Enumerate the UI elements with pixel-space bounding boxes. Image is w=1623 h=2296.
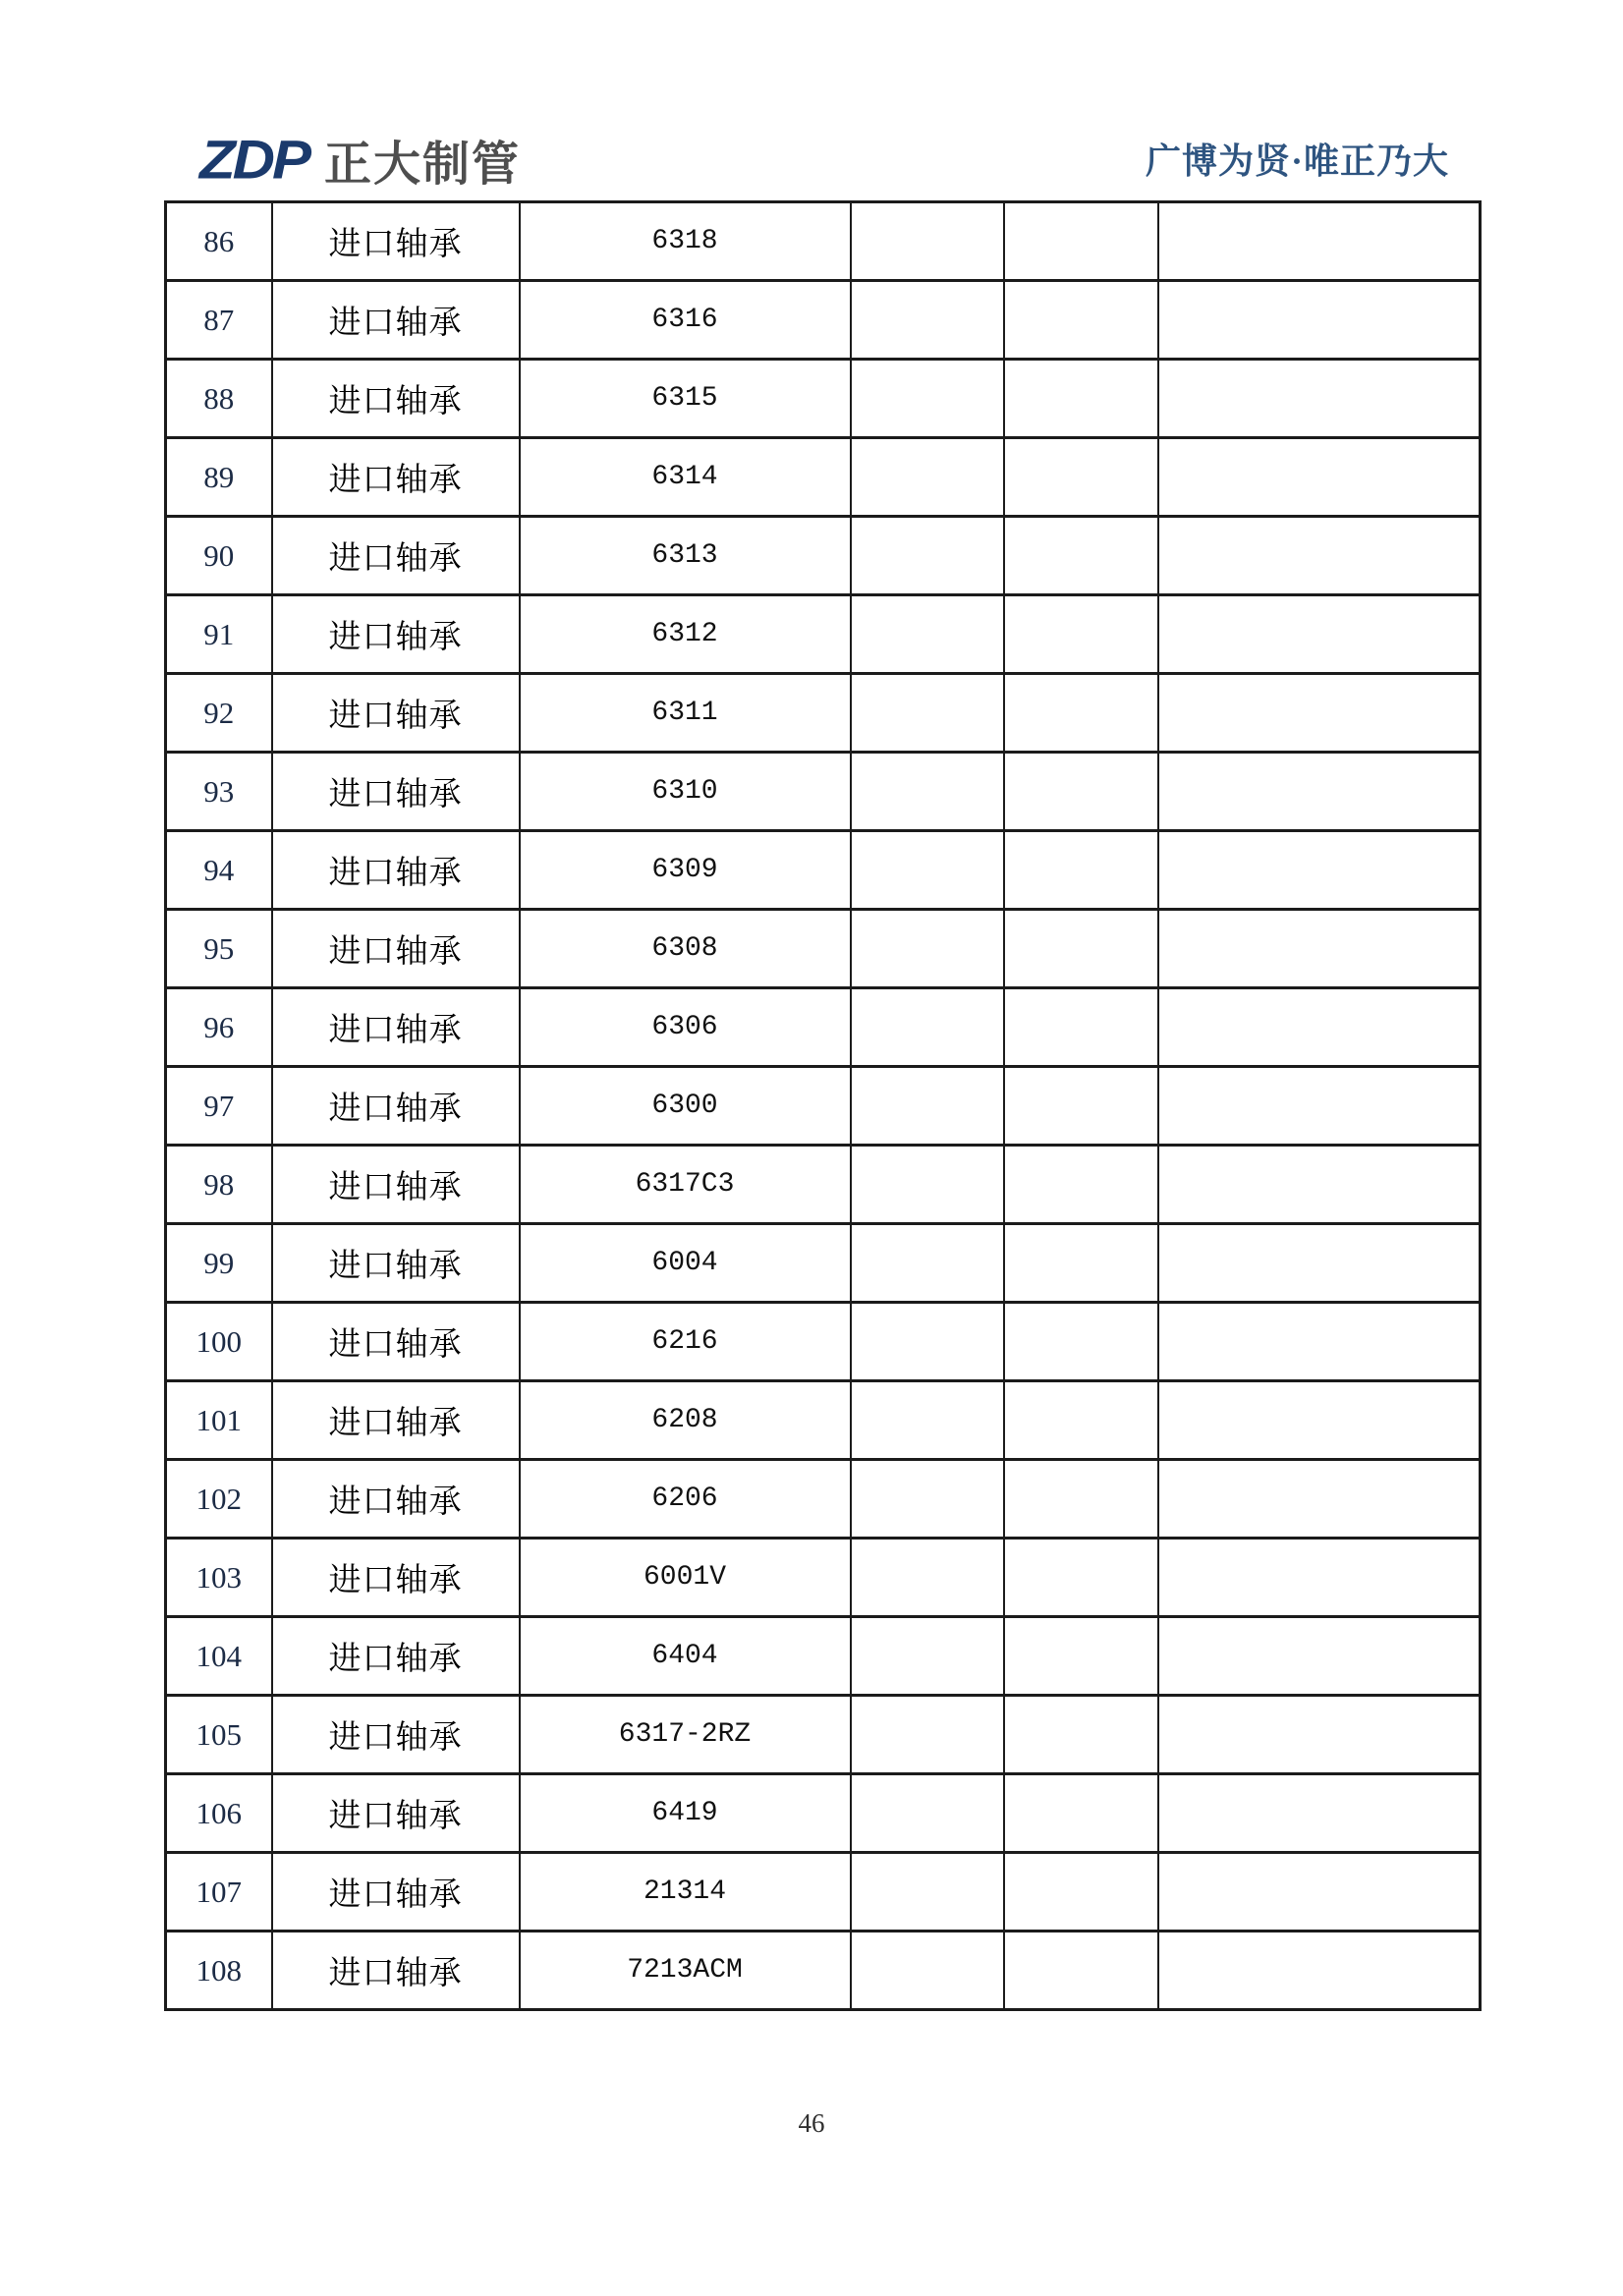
logo-zdp-icon: ZDP — [199, 129, 308, 191]
table-row — [166, 1303, 1481, 1381]
category-cell: 进口轴承 — [272, 1224, 520, 1303]
table-row — [166, 1146, 1481, 1224]
model-cell: 21314 — [520, 1853, 851, 1932]
category-cell: 进口轴承 — [272, 438, 520, 517]
empty-cell-1 — [851, 1067, 1004, 1146]
row-number-cell: 105 — [166, 1696, 272, 1774]
empty-cell-2 — [1004, 1932, 1158, 2010]
category-cell: 进口轴承 — [272, 1539, 520, 1617]
table-row — [166, 910, 1481, 988]
table-row — [166, 1774, 1481, 1853]
row-number-cell: 106 — [166, 1774, 272, 1853]
empty-cell-2 — [1004, 1146, 1158, 1224]
row-number-cell: 102 — [166, 1460, 272, 1539]
model-cell: 6001V — [520, 1539, 851, 1617]
table-row — [166, 1381, 1481, 1460]
category-cell: 进口轴承 — [272, 595, 520, 674]
page-footer — [0, 2108, 1623, 2139]
model-cell: 6208 — [520, 1381, 851, 1460]
empty-cell-3 — [1158, 753, 1481, 831]
empty-cell-3 — [1158, 831, 1481, 910]
model-cell: 6313 — [520, 517, 851, 595]
row-number-cell: 96 — [166, 988, 272, 1067]
empty-cell-1 — [851, 1303, 1004, 1381]
category-cell: 进口轴承 — [272, 517, 520, 595]
empty-cell-1 — [851, 1460, 1004, 1539]
row-number-cell: 92 — [166, 674, 272, 753]
empty-cell-1 — [851, 281, 1004, 360]
category-cell: 进口轴承 — [272, 674, 520, 753]
table-row — [166, 360, 1481, 438]
table-row — [166, 1853, 1481, 1932]
category-cell: 进口轴承 — [272, 1460, 520, 1539]
model-cell: 6306 — [520, 988, 851, 1067]
empty-cell-3 — [1158, 517, 1481, 595]
category-cell: 进口轴承 — [272, 202, 520, 281]
empty-cell-3 — [1158, 1696, 1481, 1774]
row-number-cell: 100 — [166, 1303, 272, 1381]
row-number-cell: 94 — [166, 831, 272, 910]
empty-cell-2 — [1004, 1381, 1158, 1460]
category-cell: 进口轴承 — [272, 1381, 520, 1460]
empty-cell-3 — [1158, 988, 1481, 1067]
empty-cell-2 — [1004, 438, 1158, 517]
empty-cell-1 — [851, 1774, 1004, 1853]
empty-cell-3 — [1158, 202, 1481, 281]
empty-cell-2 — [1004, 360, 1158, 438]
parts-table — [164, 200, 1482, 2011]
empty-cell-3 — [1158, 281, 1481, 360]
empty-cell-2 — [1004, 202, 1158, 281]
empty-cell-2 — [1004, 1696, 1158, 1774]
table-row — [166, 674, 1481, 753]
empty-cell-1 — [851, 360, 1004, 438]
empty-cell-1 — [851, 517, 1004, 595]
company-motto: 广博为贤·唯正乃大 — [1146, 141, 1450, 181]
empty-cell-3 — [1158, 1381, 1481, 1460]
empty-cell-1 — [851, 1381, 1004, 1460]
empty-cell-2 — [1004, 831, 1158, 910]
table-row — [166, 595, 1481, 674]
table-row — [166, 202, 1481, 281]
row-number-cell: 93 — [166, 753, 272, 831]
table-row — [166, 438, 1481, 517]
model-cell: 6308 — [520, 910, 851, 988]
row-number-cell: 98 — [166, 1146, 272, 1224]
empty-cell-3 — [1158, 1617, 1481, 1696]
model-cell: 6314 — [520, 438, 851, 517]
empty-cell-2 — [1004, 1224, 1158, 1303]
empty-cell-1 — [851, 1539, 1004, 1617]
empty-cell-1 — [851, 831, 1004, 910]
empty-cell-3 — [1158, 910, 1481, 988]
model-cell: 6315 — [520, 360, 851, 438]
category-cell: 进口轴承 — [272, 1932, 520, 2010]
category-cell: 进口轴承 — [272, 281, 520, 360]
category-cell: 进口轴承 — [272, 753, 520, 831]
model-cell: 6004 — [520, 1224, 851, 1303]
empty-cell-1 — [851, 753, 1004, 831]
empty-cell-1 — [851, 1224, 1004, 1303]
empty-cell-1 — [851, 1146, 1004, 1224]
empty-cell-1 — [851, 438, 1004, 517]
table-row — [166, 517, 1481, 595]
model-cell: 6318 — [520, 202, 851, 281]
model-cell: 6216 — [520, 1303, 851, 1381]
table-row — [166, 1617, 1481, 1696]
table-row — [166, 281, 1481, 360]
model-cell: 6300 — [520, 1067, 851, 1146]
category-cell: 进口轴承 — [272, 1696, 520, 1774]
empty-cell-2 — [1004, 1539, 1158, 1617]
empty-cell-1 — [851, 674, 1004, 753]
row-number-cell: 86 — [166, 202, 272, 281]
table-row — [166, 831, 1481, 910]
empty-cell-3 — [1158, 1460, 1481, 1539]
empty-cell-1 — [851, 202, 1004, 281]
empty-cell-1 — [851, 910, 1004, 988]
model-cell: 6317C3 — [520, 1146, 851, 1224]
empty-cell-3 — [1158, 1067, 1481, 1146]
logo-company-name: 正大制管 — [324, 139, 522, 191]
parts-table-body — [166, 202, 1481, 2010]
empty-cell-2 — [1004, 1774, 1158, 1853]
model-cell: 6316 — [520, 281, 851, 360]
category-cell: 进口轴承 — [272, 910, 520, 988]
empty-cell-2 — [1004, 595, 1158, 674]
empty-cell-3 — [1158, 360, 1481, 438]
table-row — [166, 988, 1481, 1067]
empty-cell-2 — [1004, 674, 1158, 753]
model-cell: 6206 — [520, 1460, 851, 1539]
table-row — [166, 1932, 1481, 2010]
category-cell: 进口轴承 — [272, 1303, 520, 1381]
category-cell: 进口轴承 — [272, 360, 520, 438]
empty-cell-3 — [1158, 1303, 1481, 1381]
row-number-cell: 101 — [166, 1381, 272, 1460]
empty-cell-2 — [1004, 1067, 1158, 1146]
empty-cell-2 — [1004, 281, 1158, 360]
empty-cell-3 — [1158, 674, 1481, 753]
empty-cell-3 — [1158, 595, 1481, 674]
empty-cell-3 — [1158, 1853, 1481, 1932]
model-cell: 7213ACM — [520, 1932, 851, 2010]
row-number-cell: 88 — [166, 360, 272, 438]
row-number-cell: 97 — [166, 1067, 272, 1146]
row-number-cell: 89 — [166, 438, 272, 517]
company-logo — [199, 129, 522, 191]
table-row — [166, 1696, 1481, 1774]
table-row — [166, 1460, 1481, 1539]
row-number-cell: 108 — [166, 1932, 272, 2010]
page-number: 46 — [798, 2108, 825, 2138]
row-number-cell: 87 — [166, 281, 272, 360]
empty-cell-2 — [1004, 1853, 1158, 1932]
model-cell: 6404 — [520, 1617, 851, 1696]
table-row — [166, 1224, 1481, 1303]
model-cell: 6419 — [520, 1774, 851, 1853]
empty-cell-1 — [851, 1617, 1004, 1696]
category-cell: 进口轴承 — [272, 1067, 520, 1146]
table-row — [166, 753, 1481, 831]
row-number-cell: 95 — [166, 910, 272, 988]
table-row — [166, 1067, 1481, 1146]
table-row — [166, 1539, 1481, 1617]
category-cell: 进口轴承 — [272, 831, 520, 910]
row-number-cell: 99 — [166, 1224, 272, 1303]
row-number-cell: 103 — [166, 1539, 272, 1617]
model-cell: 6310 — [520, 753, 851, 831]
empty-cell-3 — [1158, 1146, 1481, 1224]
row-number-cell: 91 — [166, 595, 272, 674]
empty-cell-2 — [1004, 753, 1158, 831]
model-cell: 6312 — [520, 595, 851, 674]
category-cell: 进口轴承 — [272, 1617, 520, 1696]
row-number-cell: 104 — [166, 1617, 272, 1696]
empty-cell-1 — [851, 595, 1004, 674]
category-cell: 进口轴承 — [272, 988, 520, 1067]
empty-cell-1 — [851, 1853, 1004, 1932]
model-cell: 6317-2RZ — [520, 1696, 851, 1774]
empty-cell-2 — [1004, 1617, 1158, 1696]
empty-cell-2 — [1004, 910, 1158, 988]
empty-cell-3 — [1158, 1774, 1481, 1853]
page-header — [0, 0, 1623, 200]
empty-cell-3 — [1158, 438, 1481, 517]
model-cell: 6309 — [520, 831, 851, 910]
empty-cell-1 — [851, 1932, 1004, 2010]
model-cell: 6311 — [520, 674, 851, 753]
empty-cell-1 — [851, 988, 1004, 1067]
empty-cell-3 — [1158, 1932, 1481, 2010]
empty-cell-1 — [851, 1696, 1004, 1774]
category-cell: 进口轴承 — [272, 1853, 520, 1932]
row-number-cell: 90 — [166, 517, 272, 595]
empty-cell-2 — [1004, 1303, 1158, 1381]
empty-cell-3 — [1158, 1224, 1481, 1303]
empty-cell-2 — [1004, 517, 1158, 595]
empty-cell-2 — [1004, 1460, 1158, 1539]
empty-cell-2 — [1004, 988, 1158, 1067]
row-number-cell: 107 — [166, 1853, 272, 1932]
category-cell: 进口轴承 — [272, 1146, 520, 1224]
category-cell: 进口轴承 — [272, 1774, 520, 1853]
empty-cell-3 — [1158, 1539, 1481, 1617]
